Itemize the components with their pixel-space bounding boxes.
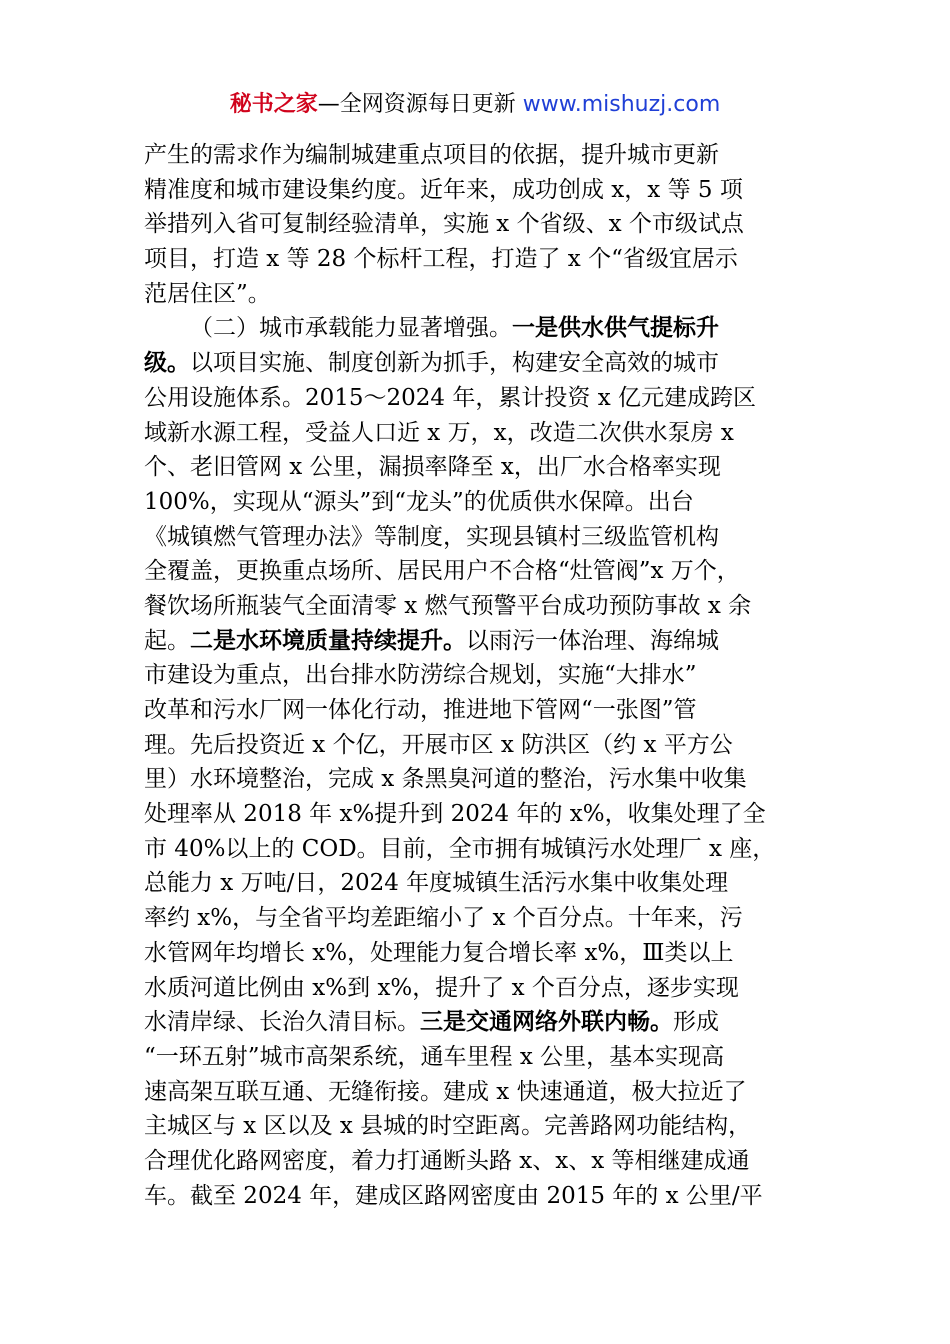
text-line: 水质河道比例由 x%到 x%，提升了 x 个百分点，逐步实现 <box>144 974 739 1001</box>
section-heading: （二）城市承载能力显著增强。 <box>190 315 512 342</box>
text-line: 处理率从 2018 年 x%提升到 2024 年的 x%，收集处理了全 <box>144 801 766 828</box>
text-line: 餐饮场所瓶装气全面清零 x 燃气预警平台成功预防事故 x 余 <box>144 592 752 619</box>
section-heading-line <box>144 311 808 346</box>
brand-name: 秘书之家 <box>229 92 318 117</box>
text-line: 产生的需求作为编制城建重点项目的依据，提升城市更新 <box>144 142 719 168</box>
text-line: 市 40%以上的 COD。目前，全市拥有城镇污水处理厂 x 座， <box>144 835 776 862</box>
text-line: 车。截至 2024 年，建成区路网密度由 2015 年的 x 公里/平 <box>144 1182 763 1209</box>
text-line: 100%，实现从“源头”到“龙头”的优质供水保障。出台 <box>144 488 694 515</box>
bold-subheading: 二是水环境质量持续提升。 <box>190 627 466 654</box>
text-line: “一环五射”城市高架系统，通车里程 x 公里，基本实现高 <box>144 1043 725 1070</box>
text-line: 公用设施体系。2015～2024 年，累计投资 x 亿元建成跨区 <box>144 384 756 411</box>
text-line: 《城镇燃气管理办法》等制度，实现县镇村三级监管机构 <box>144 523 719 550</box>
text-line: 起。二是水环境质量持续提升。以雨污一体治理、海绵城 <box>144 627 719 654</box>
text-line: 范居住区”。 <box>144 280 271 307</box>
text-line: 率约 x%，与全省平均差距缩小了 x 个百分点。十年来，污 <box>144 905 743 932</box>
text-line: 个、老旧管网 x 公里，漏损率降至 x，出厂水合格率实现 <box>144 454 721 481</box>
bold-subheading: 三是交通网络外联内畅。 <box>420 1009 673 1036</box>
text-line: 改革和污水厂网一体化行动，推进地下管网“一张图”管 <box>144 697 697 723</box>
body-text <box>144 138 808 1213</box>
text-line: 全覆盖，更换重点场所、居民用户不合格“灶管阀”x 万个， <box>144 558 740 585</box>
text-line: 项目，打造 x 等 28 个标杆工程，打造了 x 个“省级宜居示 <box>144 246 738 273</box>
header-tagline: —全网资源每日更新 <box>317 92 523 117</box>
text-line: 合理优化路网密度，着力打通断头路 x、x、x 等相继建成通 <box>144 1147 750 1174</box>
bold-subheading: 一是供水供气提标升 <box>512 315 719 342</box>
text-line: 理。先后投资近 x 个亿，开展市区 x 防洪区（约 x 平方公 <box>144 731 733 758</box>
text-line: 水管网年均增长 x%，处理能力复合增长率 x%，Ⅲ类以上 <box>144 939 734 966</box>
website-link[interactable]: www.mishuzj.com <box>522 92 721 117</box>
text-line: 水清岸绿、长治久清目标。三是交通网络外联内畅。形成 <box>144 1009 719 1036</box>
text-line: 举措列入省可复制经验清单，实施 x 个省级、x 个市级试点 <box>144 211 744 238</box>
text-line: 精准度和城市建设集约度。近年来，成功创成 x，x 等 5 项 <box>144 176 743 203</box>
text-line: 主城区与 x 区以及 x 县城的时空距离。完善路网功能结构， <box>144 1113 752 1140</box>
text-line: 级。以项目实施、制度创新为抓手，构建安全高效的城市 <box>144 350 719 377</box>
text-line: 速高架互联互通、无缝衔接。建成 x 快速通道，极大拉近了 <box>144 1078 747 1105</box>
text-line: 里）水环境整治，完成 x 条黑臭河道的整治，污水集中收集 <box>144 766 747 793</box>
bold-subheading: 级。 <box>144 350 190 377</box>
page-header <box>0 88 950 122</box>
text-line: 域新水源工程，受益人口近 x 万，x，改造二次供水泵房 x <box>144 419 734 446</box>
text-line: 总能力 x 万吨/日，2024 年度城镇生活污水集中收集处理 <box>144 870 729 897</box>
text-line: 市建设为重点，出台排水防涝综合规划，实施“大排水” <box>144 662 697 689</box>
